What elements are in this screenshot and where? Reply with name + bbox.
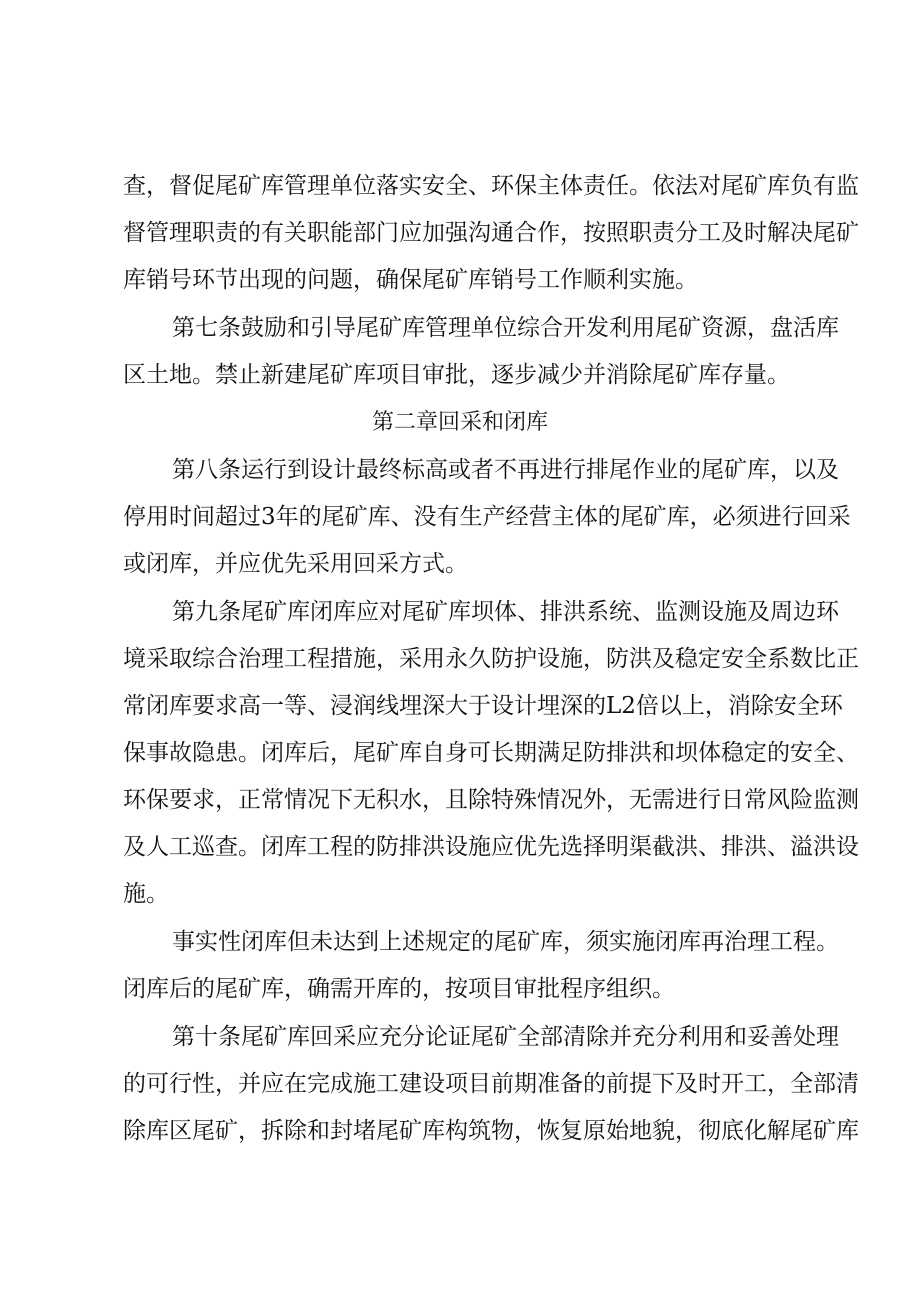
chapter-heading: 第二章回采和闭库 xyxy=(371,410,548,435)
paragraph-line: 第七条鼓励和引导尾矿库管理单位综合开发利用尾矿资源，盘活库 xyxy=(172,315,839,341)
paragraph-line: 及人工巡查。闭库工程的防排洪设施应优先选择明渠截洪、排洪、溢洪设 xyxy=(123,834,859,860)
paragraph-line: 第八条运行到设计最终标高或者不再进行排尾作业的尾矿库，以及 xyxy=(172,457,839,483)
paragraph-line: 区土地。禁止新建尾矿库项目审批，逐步减少并消除尾矿库存量。 xyxy=(123,362,790,388)
paragraph-line: 第九条尾矿库闭库应对尾矿库坝体、排洪系统、监测设施及周边环 xyxy=(172,599,839,625)
paragraph-line: 督管理职责的有关职能部门应加强沟通合作，按照职责分工及时解决尾矿 xyxy=(123,220,859,246)
paragraph-line: 的可行性，并应在完成施工建设项目前期准备的前提下及时开工，全部清 xyxy=(123,1071,859,1097)
paragraph-line: 事实性闭库但未达到上述规定的尾矿库，须实施闭库再治理工程。 xyxy=(172,929,839,955)
paragraph-line: 保事故隐患。闭库后，尾矿库自身可长期满足防排洪和坝体稳定的安全、 xyxy=(123,740,859,766)
paragraph-line: 环保要求，正常情况下无积水，且除特殊情况外，无需进行日常风险监测 xyxy=(123,787,859,813)
paragraph-line: 除库区尾矿，拆除和封堵尾矿库构筑物，恢复原始地貌，彻底化解尾矿库 xyxy=(123,1118,859,1144)
paragraph-line: 库销号环节出现的问题，确保尾矿库销号工作顺利实施。 xyxy=(123,267,698,293)
paragraph-line: 境采取综合治理工程措施，采用永久防护设施，防洪及稳定安全系数比正 xyxy=(123,646,859,672)
paragraph-line: 或闭库，并应优先采用回采方式。 xyxy=(123,551,468,577)
paragraph-line: 停用时间超过3年的尾矿库、没有生产经营主体的尾矿库，必须进行回采 xyxy=(123,504,851,530)
paragraph-line: 第十条尾矿库回采应充分论证尾矿全部清除并充分利用和妥善处理 xyxy=(172,1024,839,1050)
paragraph-line: 施。 xyxy=(123,881,169,907)
paragraph-line: 常闭库要求高一等、浸润线埋深大于设计埋深的L2倍以上，消除安全环 xyxy=(123,693,843,719)
paragraph-line: 闭库后的尾矿库，确需开库的，按项目审批程序组织。 xyxy=(123,976,675,1002)
paragraph-line: 查，督促尾矿库管理单位落实安全、环保主体责任。依法对尾矿库负有监 xyxy=(123,173,859,199)
